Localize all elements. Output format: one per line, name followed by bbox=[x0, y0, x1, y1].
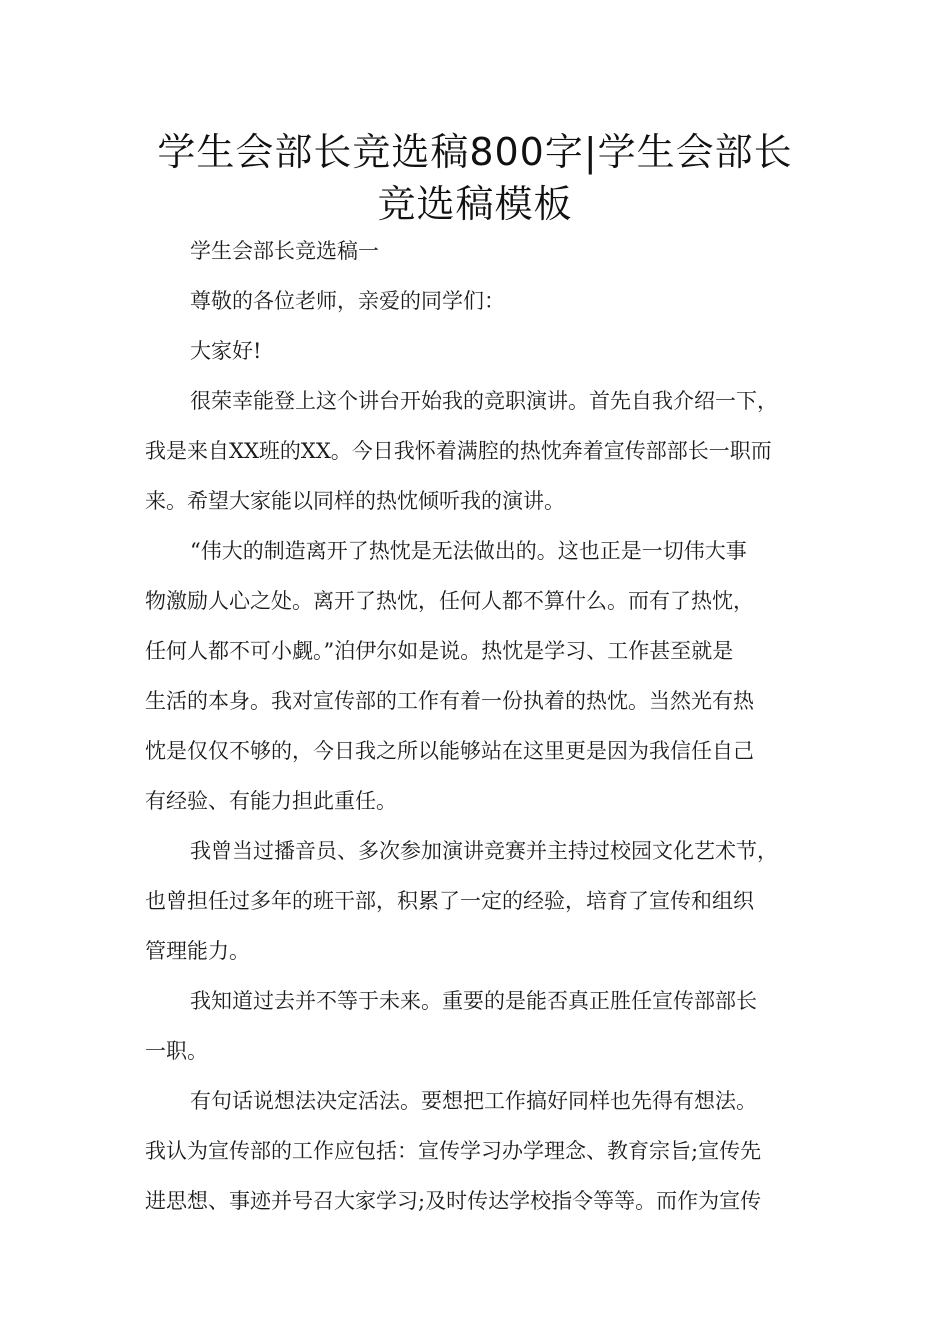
paragraph-line: “伟大的制造离开了热忱是无法做出的。这也正是一切伟大事 bbox=[190, 539, 747, 563]
paragraph-line: 有句话说想法决定活法。要想把工作搞好同样也先得有想法。 bbox=[190, 1089, 757, 1113]
paragraph-line: 很荣幸能登上这个讲台开始我的竞职演讲。首先自我介绍一下， bbox=[190, 389, 778, 413]
paragraph-line: 有经验、有能力担此重任。 bbox=[145, 789, 397, 813]
document-title-line-2: 竞选稿模板 bbox=[377, 182, 573, 226]
paragraph-line: 一职。 bbox=[145, 1039, 208, 1063]
paragraph-line: 任何人都不可小觑。”泊伊尔如是说。热忱是学习、工作甚至就是 bbox=[145, 639, 734, 663]
paragraph-line: 也曾担任过多年的班干部，积累了一定的经验，培育了宣传和组织 bbox=[145, 889, 754, 913]
paragraph-line: 忱是仅仅不够的，今日我之所以能够站在这里更是因为我信任自己 bbox=[145, 739, 754, 763]
greeting: 大家好! bbox=[190, 339, 262, 363]
paragraph-line: 进思想、事迹并号召大家学习;及时传达学校指令等等。而作为宣传 bbox=[145, 1189, 762, 1213]
paragraph-line: 来。希望大家能以同样的热忱倾听我的演讲。 bbox=[145, 489, 565, 513]
paragraph-line: 我知道过去并不等于未来。重要的是能否真正胜任宣传部部长 bbox=[190, 989, 757, 1013]
document-title-line-1: 学生会部长竞选稿800字|学生会部长 bbox=[157, 130, 793, 174]
salutation: 尊敬的各位老师，亲爱的同学们： bbox=[190, 289, 505, 313]
paragraph-line: 生活的本身。我对宣传部的工作有着一份执着的热忱。当然光有热 bbox=[145, 689, 754, 713]
paragraph-line: 管理能力。 bbox=[145, 939, 250, 963]
paragraph-line: 我是来自XX班的XX。今日我怀着满腔的热忱奔着宣传部部长一职而 bbox=[145, 439, 772, 463]
paragraph-line: 我认为宣传部的工作应包括：宣传学习办学理念、教育宗旨;宣传先 bbox=[145, 1139, 762, 1163]
paragraph-line: 物激励人心之处。离开了热忱，任何人都不算什么。而有了热忱， bbox=[145, 589, 754, 613]
section-heading: 学生会部长竞选稿一 bbox=[190, 239, 379, 263]
paragraph-line: 我曾当过播音员、多次参加演讲竞赛并主持过校园文化艺术节， bbox=[190, 839, 778, 863]
